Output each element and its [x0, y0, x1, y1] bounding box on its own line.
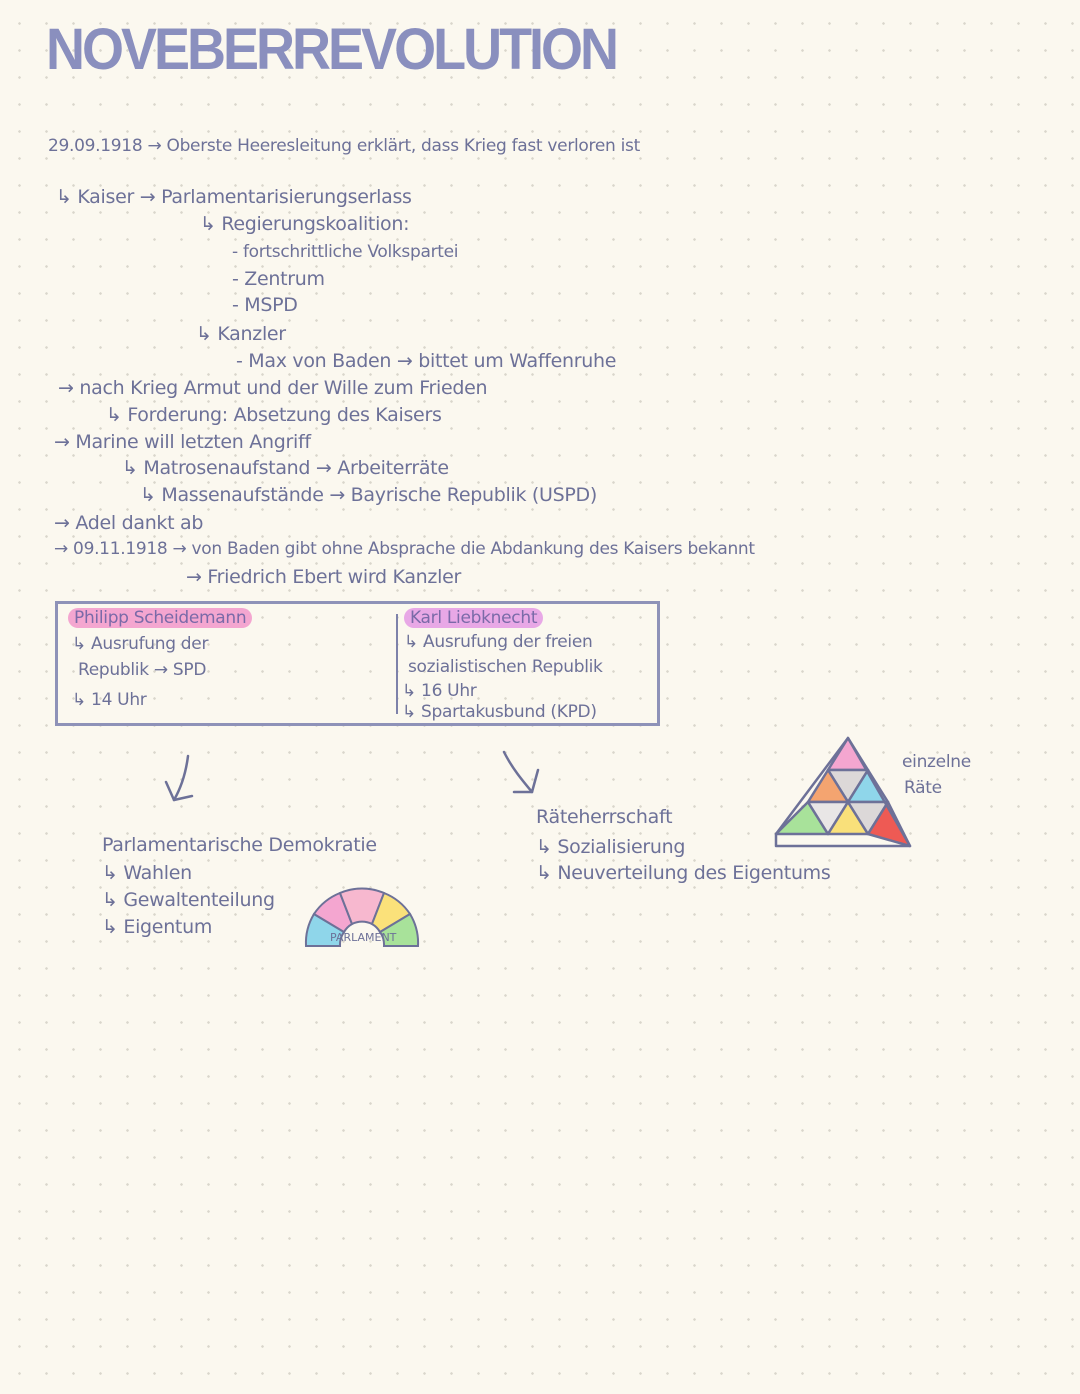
raete-triangle-icon: [772, 734, 916, 852]
scheidemann-line-3: ↳ 14 Uhr: [72, 690, 147, 710]
raete-item-2: ↳ Neuverteilung des Eigentums: [536, 862, 831, 884]
note-line-15: → 09.11.1918 → von Baden gibt ohne Absprache die Abdankung des Kaisers bekannt: [54, 539, 755, 559]
note-line-5: - Zentrum: [232, 268, 325, 290]
democracy-item-2: ↳ Gewaltenteilung: [102, 889, 275, 911]
note-line-3: ↳ Regierungskoalition:: [200, 213, 410, 235]
liebknecht-line-3: ↳ 16 Uhr: [402, 681, 477, 701]
arrow-down-left-icon: [160, 752, 210, 812]
triangle-label-2: Räte: [904, 778, 942, 798]
raete-item-1: ↳ Sozialisierung: [536, 836, 686, 858]
note-line-13: ↳ Massenaufstände → Bayrische Republik (USPD): [140, 484, 597, 506]
liebknecht-highlight: Karl Liebknecht: [404, 608, 543, 628]
liebknecht-line-2: sozialistischen Republik: [408, 657, 603, 677]
note-line-2: ↳ Kaiser → Parlamentarisierungserlass: [56, 186, 412, 208]
democracy-item-3: ↳ Eigentum: [102, 916, 213, 938]
democracy-heading: Parlamentarische Demokratie: [102, 834, 377, 856]
note-line-14: → Adel dankt ab: [54, 512, 204, 534]
note-line-16: → Friedrich Ebert wird Kanzler: [186, 566, 461, 588]
liebknecht-line-4: ↳ Spartakusbund (KPD): [402, 702, 597, 722]
box-divider: [396, 614, 398, 714]
triangle-label-1: einzelne: [902, 752, 971, 772]
note-line-9: → nach Krieg Armut und der Wille zum Frieden: [58, 377, 488, 399]
page-title: NOVEBERREVOLUTION: [46, 17, 617, 82]
liebknecht-line-1: ↳ Ausrufung der freien: [404, 632, 593, 652]
note-line-10: ↳ Forderung: Absetzung des Kaisers: [106, 404, 442, 426]
arrow-down-right-icon: [498, 748, 554, 804]
raete-heading: Räteherrschaft: [536, 806, 673, 828]
democracy-item-1: ↳ Wahlen: [102, 862, 192, 884]
scheidemann-highlight: Philipp Scheidemann: [68, 608, 252, 628]
note-line-11: → Marine will letzten Angriff: [54, 431, 311, 453]
note-line-8: - Max von Baden → bittet um Waffenruhe: [236, 350, 617, 372]
note-line-4: - fortschrittliche Volkspartei: [232, 242, 459, 262]
liebknecht-name: [404, 608, 543, 628]
parliament-label: PARLAMENT: [330, 931, 397, 944]
scheidemann-line-1: ↳ Ausrufung der: [72, 634, 209, 654]
scheidemann-name: [68, 608, 252, 628]
scheidemann-line-2: Republik → SPD: [78, 660, 207, 680]
note-line-6: - MSPD: [232, 294, 298, 316]
note-line-12: ↳ Matrosenaufstand → Arbeiterräte: [122, 457, 449, 479]
note-line-7: ↳ Kanzler: [196, 323, 286, 345]
note-line-1: 29.09.1918 → Oberste Heeresleitung erklärt, dass Krieg fast verloren ist: [48, 136, 640, 156]
